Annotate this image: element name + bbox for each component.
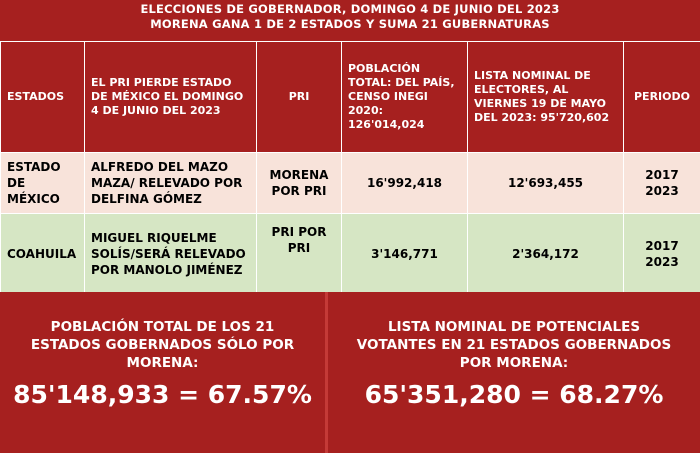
column-header: LISTA NOMINAL DE ELECTORES, AL VIERNES 19 DE MAYO DEL 2023: 95'720,602 [468, 42, 624, 153]
cell-lista: 12'693,455 [468, 153, 624, 214]
table-row [1, 153, 700, 214]
column-header: PRI [257, 42, 342, 153]
elections-table [0, 41, 700, 295]
cell-gobernador: ALFREDO DEL MAZO MAZA/ RELEVADO POR DELFINA GÓMEZ [85, 153, 257, 214]
cell-poblacion: 3'146,771 [342, 214, 468, 295]
summary-right-title: LISTA NOMINAL DE POTENCIALES VOTANTES EN 21 ESTADOS GOBERNADOS POR MORENA: [356, 319, 672, 371]
column-header: PERIODO [624, 42, 700, 153]
column-header: EL PRI PIERDE ESTADO DE MÉXICO EL DOMINGO 4 DE JUNIO DEL 2023 [85, 42, 257, 153]
cell-pri: PRI POR PRI [257, 214, 342, 295]
column-header: ESTADOS [1, 42, 85, 153]
table-header-row [1, 42, 700, 153]
header-line-1: ELECCIONES DE GOBERNADOR, DOMINGO 4 DE JUNIO DEL 2023 [140, 2, 560, 16]
summary-right-value: 65'351,280 = 68.27% [364, 380, 664, 409]
cell-periodo: 2017 2023 [624, 153, 700, 214]
summary-left-panel [0, 292, 325, 453]
summary-left-title: POBLACIÓN TOTAL DE LOS 21 ESTADOS GOBERNADOS SÓLO POR MORENA: [30, 319, 295, 371]
header-line-2: MORENA GANA 1 DE 2 ESTADOS Y SUMA 21 GUBERNATURAS [150, 17, 550, 31]
cell-gobernador: MIGUEL RIQUELME SOLÍS/SERÁ RELEVADO POR MANOLO JIMÉNEZ [85, 214, 257, 295]
cell-lista: 2'364,172 [468, 214, 624, 295]
summary-left-value: 85'148,933 = 67.57% [13, 380, 312, 409]
summary-right-panel [328, 292, 700, 453]
cell-poblacion: 16'992,418 [342, 153, 468, 214]
table-row [1, 214, 700, 295]
cell-estado: ESTADO DE MÉXICO [1, 153, 85, 214]
cell-pri: MORENA POR PRI [257, 153, 342, 214]
column-header: POBLACIÓN TOTAL: DEL PAÍS, CENSO INEGI 2020: 126'014,024 [342, 42, 468, 153]
cell-estado: COAHUILA [1, 214, 85, 295]
cell-periodo: 2017 2023 [624, 214, 700, 295]
